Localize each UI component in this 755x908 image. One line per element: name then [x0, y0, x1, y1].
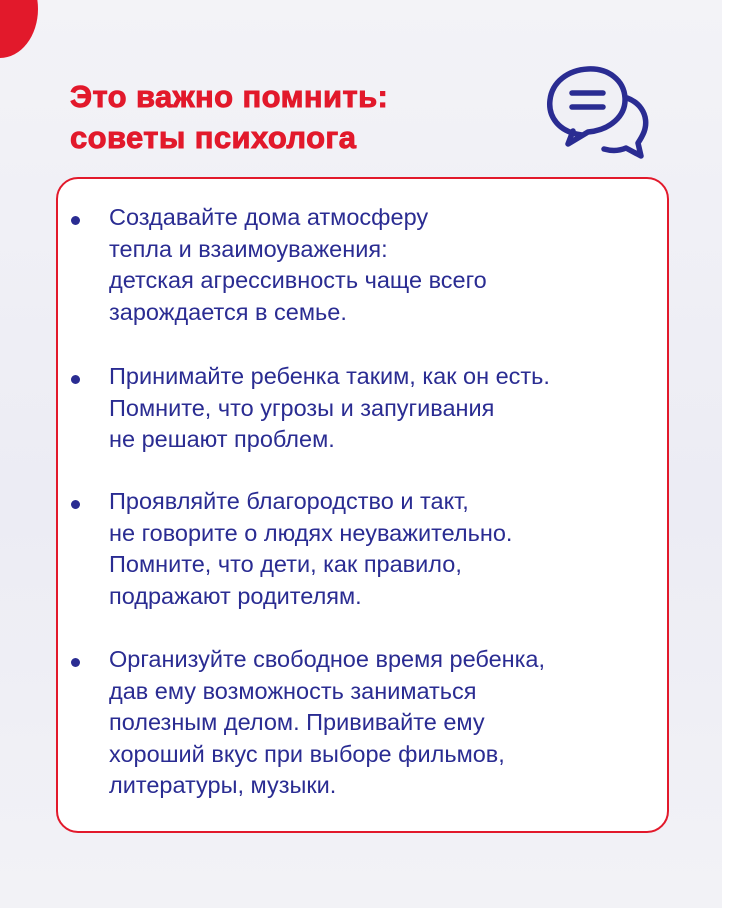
- tip-line: хороший вкус при выборе фильмов,: [109, 740, 505, 767]
- tip-line: не решают проблем.: [109, 426, 335, 452]
- tip-text: [109, 486, 674, 612]
- tip-line: не говорите о людях неуважительно.: [109, 519, 513, 546]
- right-edge-strip: [722, 0, 755, 908]
- tip-line: тепла и взаимоуважения:: [109, 235, 388, 262]
- page-title-line-1: Это важно помнить:: [70, 79, 389, 114]
- tip-line: Помните, что угрозы и запугивания: [109, 394, 495, 421]
- bullet-icon: [71, 216, 80, 225]
- tip-line: литературы, музыки.: [109, 772, 337, 798]
- bullet-icon: [71, 658, 80, 667]
- tip-line: Помните, что дети, как правило,: [109, 551, 462, 577]
- tip-text: [109, 361, 674, 456]
- tip-line: Проявляйте благородство и такт,: [109, 488, 469, 514]
- page-title-line-2: советы психолога: [70, 120, 357, 155]
- tip-line: Принимайте ребенка таким, как он есть.: [109, 363, 550, 389]
- bullet-icon: [71, 500, 80, 509]
- bullet-icon: [71, 375, 80, 384]
- tips-card: [56, 177, 669, 833]
- tip-line: полезным делом. Прививайте ему: [109, 709, 485, 735]
- page-title: [70, 76, 388, 158]
- tip-line: зарождается в семье.: [109, 298, 347, 325]
- tip-line: детская агрессивность чаще всего: [109, 267, 487, 293]
- tip-line: дав ему возможность заниматься: [109, 677, 477, 704]
- chat-bubbles-icon: [546, 60, 658, 160]
- tip-line: Организуйте свободное время ребенка,: [109, 646, 546, 672]
- tip-text: [109, 644, 674, 802]
- tip-text: [109, 202, 674, 328]
- tip-line: Создавайте дома атмосферу: [109, 204, 429, 230]
- corner-decoration: [0, 0, 38, 58]
- tip-line: подражают родителям.: [109, 582, 362, 609]
